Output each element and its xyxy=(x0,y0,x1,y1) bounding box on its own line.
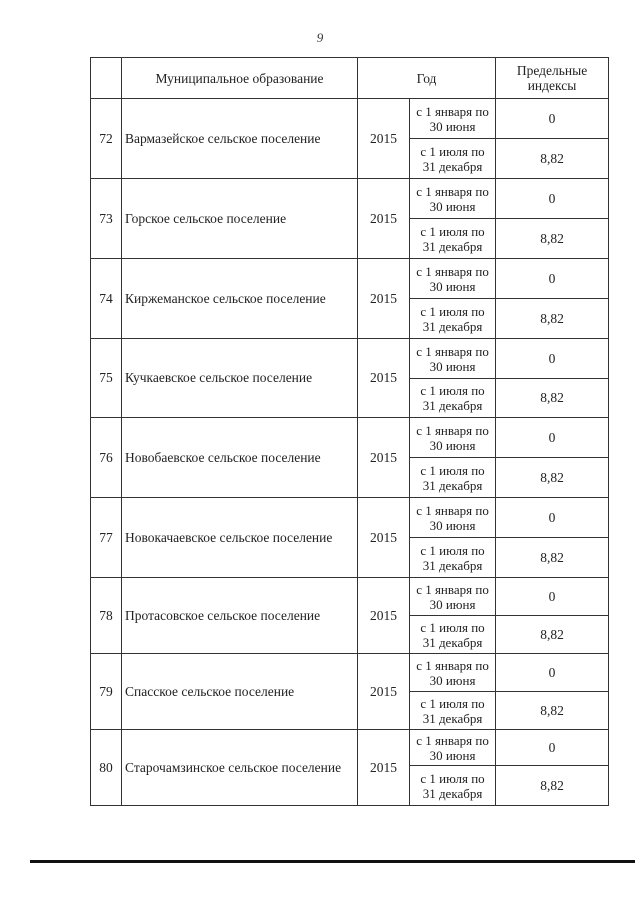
period-cell: с 1 июля по 31 декабря xyxy=(410,538,496,578)
index-value: 8,82 xyxy=(496,616,609,654)
year-cell: 2015 xyxy=(358,99,410,179)
index-value: 8,82 xyxy=(496,139,609,179)
index-value: 8,82 xyxy=(496,299,609,339)
period-cell: с 1 января по 30 июня xyxy=(410,578,496,616)
municipality-name: Кучкаевское сельское поселение xyxy=(122,339,358,418)
year-cell: 2015 xyxy=(358,578,410,654)
index-value: 8,82 xyxy=(496,458,609,498)
period-cell: с 1 января по 30 июня xyxy=(410,99,496,139)
municipality-name: Новокачаевское сельское поселение xyxy=(122,498,358,578)
table-row xyxy=(91,418,609,458)
year-cell: 2015 xyxy=(358,730,410,806)
footer-rule xyxy=(30,860,635,863)
table-row xyxy=(91,498,609,538)
period-cell: с 1 января по 30 июня xyxy=(410,498,496,538)
year-cell: 2015 xyxy=(358,654,410,730)
table-row xyxy=(91,730,609,766)
period-cell: с 1 июля по 31 декабря xyxy=(410,692,496,730)
period-cell: с 1 июля по 31 декабря xyxy=(410,766,496,806)
municipality-name: Горское сельское поселение xyxy=(122,179,358,259)
table-row xyxy=(91,99,609,139)
header-index: Предельные индексы xyxy=(496,58,609,99)
index-value: 0 xyxy=(496,99,609,139)
table-row xyxy=(91,654,609,692)
row-number: 80 xyxy=(91,730,122,806)
municipality-name: Спасское сельское поселение xyxy=(122,654,358,730)
row-number: 75 xyxy=(91,339,122,418)
year-cell: 2015 xyxy=(358,259,410,339)
year-cell: 2015 xyxy=(358,339,410,418)
period-cell: с 1 июля по 31 декабря xyxy=(410,139,496,179)
municipality-name: Старочамзинское сельское поселение xyxy=(122,730,358,806)
row-number: 78 xyxy=(91,578,122,654)
period-cell: с 1 июля по 31 декабря xyxy=(410,458,496,498)
index-value: 8,82 xyxy=(496,766,609,806)
header-municipality: Муниципальное образование xyxy=(122,58,358,99)
index-value: 0 xyxy=(496,498,609,538)
municipality-name: Новобаевское сельское поселение xyxy=(122,418,358,498)
table-row xyxy=(91,339,609,379)
municipality-name: Протасовское сельское поселение xyxy=(122,578,358,654)
year-cell: 2015 xyxy=(358,498,410,578)
period-cell: с 1 января по 30 июня xyxy=(410,259,496,299)
index-value: 0 xyxy=(496,654,609,692)
period-cell: с 1 января по 30 июня xyxy=(410,339,496,379)
table-row xyxy=(91,179,609,219)
page-number: 9 xyxy=(316,30,324,45)
period-cell: с 1 июля по 31 декабря xyxy=(410,379,496,418)
table-body xyxy=(91,99,609,806)
row-number: 74 xyxy=(91,259,122,339)
row-number: 77 xyxy=(91,498,122,578)
row-number: 76 xyxy=(91,418,122,498)
period-cell: с 1 июля по 31 декабря xyxy=(410,299,496,339)
table-row xyxy=(91,259,609,299)
row-number: 73 xyxy=(91,179,122,259)
index-value: 8,82 xyxy=(496,538,609,578)
period-cell: с 1 июля по 31 декабря xyxy=(410,219,496,259)
index-value: 0 xyxy=(496,418,609,458)
tariff-index-table xyxy=(90,57,609,806)
index-value: 0 xyxy=(496,578,609,616)
header-year: Год xyxy=(358,58,496,99)
table-header-row xyxy=(91,58,609,99)
period-cell: с 1 января по 30 июня xyxy=(410,179,496,219)
index-value: 0 xyxy=(496,730,609,766)
index-value: 0 xyxy=(496,179,609,219)
header-number xyxy=(91,58,122,99)
index-value: 8,82 xyxy=(496,379,609,418)
period-cell: с 1 января по 30 июня xyxy=(410,654,496,692)
index-value: 0 xyxy=(496,339,609,379)
period-cell: с 1 января по 30 июня xyxy=(410,730,496,766)
period-cell: с 1 июля по 31 декабря xyxy=(410,616,496,654)
index-value: 8,82 xyxy=(496,692,609,730)
row-number: 72 xyxy=(91,99,122,179)
row-number: 79 xyxy=(91,654,122,730)
period-cell: с 1 января по 30 июня xyxy=(410,418,496,458)
year-cell: 2015 xyxy=(358,418,410,498)
index-value: 0 xyxy=(496,259,609,299)
municipality-name: Киржеманское сельское поселение xyxy=(122,259,358,339)
year-cell: 2015 xyxy=(358,179,410,259)
index-value: 8,82 xyxy=(496,219,609,259)
municipality-name: Вармазейское сельское поселение xyxy=(122,99,358,179)
table-row xyxy=(91,578,609,616)
